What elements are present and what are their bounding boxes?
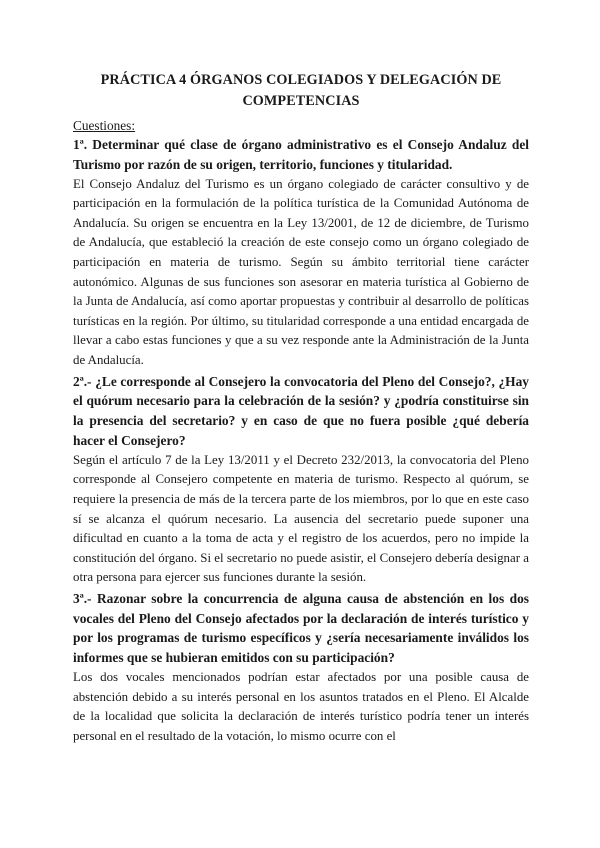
answer-3: Los dos vocales mencionados podrían estar afectados por una posible causa de abstención debido a su interés personal en los asuntos tratados en el Pleno. El Alcalde de la localidad que solicita la declaración de interés turístico podría tener un interés personal en el resultado de la votación, lo mismo ocurre con el bbox=[73, 670, 529, 743]
question-3: 3ª.- Razonar sobre la concurrencia de alguna causa de abstención en los dos vocales del Pleno del Consejo afectados por la declaración de interés turístico y por los programas de turismo específicos y ¿sería necesariamente inválidos los informes que se hubieran emitidos con su participación? bbox=[73, 590, 529, 666]
document-content bbox=[73, 70, 529, 747]
question-1: 1ª. Determinar qué clase de órgano administrativo es el Consejo Andaluz del Turismo por razón de su origen, territorio, funciones y titularidad. bbox=[73, 137, 529, 172]
document-title: PRÁCTICA 4 ÓRGANOS COLEGIADOS Y DELEGACIÓN DE COMPETENCIAS bbox=[100, 72, 502, 109]
answer-2: Según el artículo 7 de la Ley 13/2011 y el Decreto 232/2013, la convocatoria del Pleno corresponde al Consejero competente en materia de turismo. Respecto al quórum, se requiere la presencia de más de la tercera parte de los miembros, por lo que en este caso sí se alcanza el quórum necesario. La ausencia del secretario puede suponer una dificultad en cuanto a la toma de acta y el registro de los acuerdos, pero no impide la constitución del órgano. Si el secretario no puede asistir, el Consejero debería designar a otra persona para ejercer sus funciones durante la sesión. bbox=[73, 452, 529, 585]
answer-1: El Consejo Andaluz del Turismo es un órgano colegiado de carácter consultivo y de participación en la formulación de la política turística de la Comunidad Autónoma de Andalucía. Su origen se encuentra en la Ley 13/2001, de 12 de diciembre, de Turismo de Andalucía, que estableció la creación de este consejo como un órgano colegiado de participación en materia de turismo. Según su ámbito territorial tiene carácter autonómico. Algunas de sus funciones son asesorar en materia turística al Gobierno de la Junta de Andalucía, así como aportar propuestas y contribuir al desarrollo de políticas turísticas en la región. Por último, su titularidad corresponde a una entidad encargada de llevar a cabo estas funciones y que a su vez responde ante la Administración de la Junta de Andalucía. bbox=[73, 176, 529, 367]
question-2: 2ª.- ¿Le corresponde al Consejero la convocatoria del Pleno del Consejo?, ¿Hay el quórum necesario para la celebración de la sesión? y ¿podría constituirse sin la presencia del secretario? y en caso de que no fuera posible ¿qué debería hacer el Consejero? bbox=[73, 373, 529, 448]
cuestiones-label: Cuestiones: bbox=[73, 118, 136, 133]
